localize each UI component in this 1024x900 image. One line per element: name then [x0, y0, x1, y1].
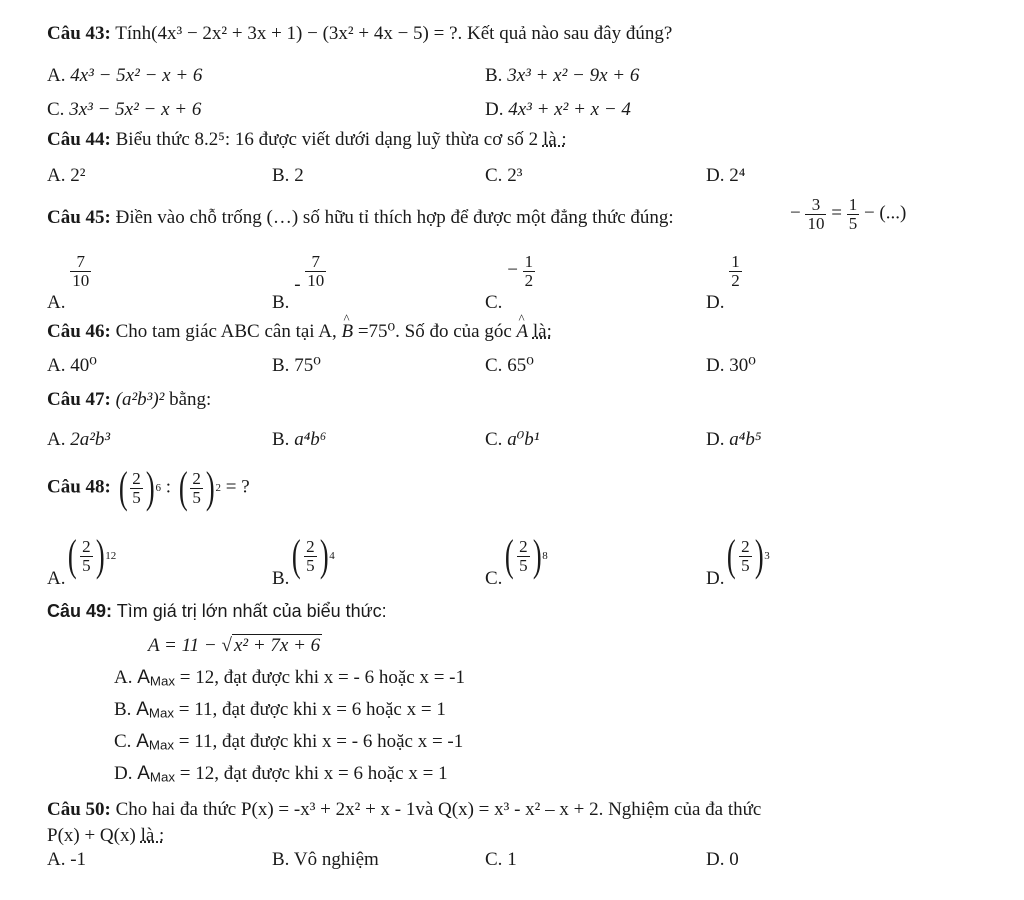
option-value: 4x³ + x² + x − 4: [508, 99, 631, 120]
option-letter: B.: [272, 165, 290, 186]
option-value: 40⁰: [70, 355, 97, 376]
question-43-text: Tính: [110, 23, 152, 44]
question-47-label: Câu 47:: [47, 389, 111, 410]
option-fraction: [70, 253, 91, 290]
option-power: ( $\frac{2}{5}$ ) 12: [68, 531, 117, 580]
question-43-tail: . Kết quả nào sau đây đúng?: [457, 23, 673, 44]
q43-option-b[interactable]: [485, 66, 639, 85]
option-value: a⁰b¹: [507, 429, 540, 450]
frac-num: 7: [76, 252, 85, 271]
q48-base-1: [130, 470, 143, 507]
q43-option-a[interactable]: [47, 66, 202, 85]
question-50-underlined: là :: [140, 825, 165, 846]
option-rest: = 12, đạt được khi x = 6 hoặc x = 1: [175, 763, 448, 784]
option-sub: Max: [149, 769, 176, 785]
expr-lhs: A = 11 −: [148, 635, 222, 656]
option-sign: -: [294, 273, 301, 295]
question-45-label: Câu 45:: [47, 207, 111, 228]
q48-tail: = ?: [225, 476, 250, 498]
question-46-text: Cho tam giác ABC cân tại A,: [110, 321, 342, 342]
question-50-line2-text: P(x) + Q(x): [47, 825, 141, 846]
eq-fraction-2-num: 1: [848, 195, 858, 214]
option-value: 3x³ − 5x² − x + 6: [69, 99, 202, 120]
option-rest: = 11, đạt được khi x = 6 hoặc x = 1: [174, 699, 446, 720]
frac-num: 2: [82, 536, 91, 556]
frac-num: 2: [519, 536, 528, 556]
option-base: [739, 538, 752, 575]
option-fraction: [729, 253, 742, 290]
frac-num: 2: [741, 536, 750, 556]
frac-num: 2: [306, 536, 315, 556]
question-46: [47, 322, 552, 341]
option-rest: = 12, đạt được khi x = - 6 hoặc x = -1: [175, 667, 465, 688]
question-43-label: Câu 43:: [47, 23, 111, 44]
question-47-text: bằng:: [164, 389, 212, 410]
option-value: 0: [729, 849, 739, 870]
option-value: A: [137, 667, 150, 688]
q44-option-c[interactable]: [485, 166, 522, 185]
question-44: [47, 130, 567, 149]
question-50: [47, 800, 761, 819]
frac-num: 2: [192, 468, 201, 488]
eq-fraction-2: [847, 196, 860, 233]
question-45-equation: [790, 196, 906, 233]
q47-option-b[interactable]: [272, 430, 326, 449]
question-44-text: Biểu thức 8.2⁵: 16 được viết dưới dạng luỹ thừa cơ số 2: [110, 129, 539, 150]
question-50-line-2: [47, 826, 164, 845]
option-power: ( $\frac{2}{5}$ ) 3: [727, 531, 770, 580]
question-47-expr: (a²b³)²: [115, 389, 165, 410]
option-letter: D.: [706, 291, 725, 313]
frac-den: 10: [307, 270, 325, 290]
option-value: a⁴b⁶: [294, 429, 327, 450]
option-fraction: [523, 253, 536, 290]
option-value: -1: [70, 849, 87, 870]
option-value: 75⁰: [294, 355, 321, 376]
option-letter: D.: [706, 849, 725, 870]
question-43: [47, 24, 672, 43]
question-43-expr: (4x³ − 2x² + 3x + 1) − (3x² + 4x − 5) = ?: [151, 23, 458, 44]
option-value: A: [137, 763, 150, 784]
question-49-text: Tìm giá trị lớn nhất của biểu thức:: [112, 601, 387, 621]
option-base: [517, 538, 530, 575]
eq-fraction-1-num: 3: [811, 195, 821, 214]
option-letter: D.: [114, 763, 133, 784]
frac-den: 2: [731, 270, 740, 290]
q49-option-a[interactable]: [114, 668, 465, 687]
q47-option-a[interactable]: [47, 430, 110, 449]
option-value: 4x³ − 5x² − x + 6: [70, 65, 203, 86]
option-letter: A.: [47, 568, 66, 590]
expr-sqrt: √ x² + 7x + 6: [221, 635, 321, 656]
question-45-text: Điền vào chỗ trống (…) số hữu tỉ thích hợp để được một đẳng thức đúng:: [110, 207, 674, 228]
q48-operator: :: [165, 476, 171, 498]
option-base: [80, 538, 93, 575]
frac-num: 1: [731, 252, 740, 271]
question-45: [47, 208, 674, 227]
q49-option-c[interactable]: [114, 732, 463, 751]
q45-option-d[interactable]: [706, 252, 742, 313]
option-rest: = 11, đạt được khi x = - 6 hoặc x = -1: [174, 731, 464, 752]
q48-power-2: ( $\frac{2}{5}$ ) 2: [178, 463, 222, 512]
frac-den: 5: [741, 555, 750, 575]
question-46-underlined: là:: [532, 321, 552, 342]
option-letter: D.: [706, 165, 725, 186]
option-letter: B.: [114, 699, 132, 720]
question-49-expression: [148, 636, 322, 655]
eq-minus: −: [790, 202, 801, 224]
option-value: 30⁰: [729, 355, 756, 376]
q48-option-a[interactable]: [47, 531, 117, 590]
option-sub: Max: [149, 673, 176, 689]
option-letter: B.: [272, 568, 290, 590]
option-letter: D.: [485, 99, 504, 120]
question-49-label: Câu 49:: [47, 601, 113, 621]
q49-option-b[interactable]: [114, 700, 446, 719]
frac-den: 5: [82, 555, 91, 575]
q44-option-d[interactable]: [706, 166, 745, 185]
option-power: ( $\frac{2}{5}$ ) 4: [292, 531, 335, 580]
eq-fraction-1: [805, 196, 826, 233]
q46-option-a[interactable]: [47, 356, 97, 375]
q45-option-a[interactable]: [47, 252, 91, 313]
option-value: 2³: [507, 165, 523, 186]
q49-option-d[interactable]: [114, 764, 448, 783]
q50-option-c[interactable]: [485, 850, 517, 869]
frac-den: 5: [306, 555, 315, 575]
option-base: [304, 538, 317, 575]
option-sign: −: [507, 259, 518, 281]
q45-option-c[interactable]: [485, 252, 535, 313]
option-value: 2⁴: [729, 165, 746, 186]
eq-fraction-1-den: 10: [807, 213, 825, 233]
frac-num: 2: [132, 468, 141, 488]
option-value: 1: [507, 849, 517, 870]
option-letter: A.: [47, 291, 66, 313]
option-value: A: [136, 731, 149, 752]
frac-den: 5: [519, 555, 528, 575]
option-letter: B.: [272, 429, 290, 450]
option-value: 2²: [70, 165, 86, 186]
angle-b-symbol: ^ B: [341, 322, 353, 341]
option-fraction: [305, 253, 326, 290]
frac-den: 5: [192, 487, 201, 507]
option-letter: C.: [485, 291, 503, 313]
option-letter: D.: [706, 429, 725, 450]
q43-option-c[interactable]: [47, 100, 201, 119]
option-letter: D.: [706, 355, 725, 376]
option-letter: A.: [47, 849, 66, 870]
q47-option-d[interactable]: [706, 430, 761, 449]
option-sub: Max: [148, 737, 174, 753]
eq-fraction-2-den: 5: [848, 213, 858, 233]
option-value: A: [136, 699, 149, 720]
question-50-label: Câu 50:: [47, 799, 111, 820]
option-letter: C.: [114, 731, 132, 752]
option-power: ( $\frac{2}{5}$ ) 8: [505, 531, 548, 580]
option-value: Vô nghiệm: [293, 849, 379, 870]
q45-option-b[interactable]: [272, 252, 326, 313]
frac-den: 2: [524, 270, 534, 290]
q48-base-2: [190, 470, 203, 507]
q44-option-a[interactable]: [47, 166, 85, 185]
option-letter: A.: [47, 429, 66, 450]
question-47: [47, 390, 211, 409]
q43-option-d[interactable]: [485, 100, 631, 119]
option-letter: A.: [47, 65, 66, 86]
q48-option-c[interactable]: [485, 531, 548, 590]
option-letter: C.: [485, 568, 503, 590]
q50-option-d[interactable]: [706, 850, 739, 869]
question-44-label: Câu 44:: [47, 129, 111, 150]
question-50-text: Cho hai đa thức P(x) = -x³ + 2x² + x - 1và Q(x) = x³ - x² – x + 2. Nghiệm của đa thức: [110, 799, 762, 820]
option-letter: A.: [114, 667, 133, 688]
question-44-underlined: là :: [542, 129, 567, 150]
option-letter: A.: [47, 355, 66, 376]
q46-option-d[interactable]: [706, 356, 756, 375]
option-value: 2a²b³: [70, 429, 111, 450]
q47-option-c[interactable]: [485, 430, 540, 449]
option-value: 65⁰: [507, 355, 534, 376]
option-value: 3x³ + x² − 9x + 6: [507, 65, 640, 86]
option-letter: B.: [272, 355, 290, 376]
option-letter: C.: [47, 99, 65, 120]
question-46-label: Câu 46:: [47, 321, 111, 342]
expr-radicand: x² + 7x + 6: [233, 635, 321, 656]
frac-den: 5: [132, 487, 141, 507]
option-letter: B.: [485, 65, 503, 86]
q46-option-c[interactable]: [485, 356, 534, 375]
eq-equals: =: [831, 202, 842, 224]
option-letter: D.: [706, 568, 725, 590]
frac-den: 10: [72, 270, 90, 290]
q48-power-1: ( $\frac{2}{5}$ ) 6: [118, 463, 161, 512]
question-48-label: Câu 48:: [47, 476, 111, 498]
option-letter: C.: [485, 165, 503, 186]
question-49: [47, 602, 387, 620]
q44-option-b[interactable]: [272, 166, 304, 185]
angle-a-symbol: ^ A: [517, 322, 529, 341]
frac-num: 7: [311, 252, 321, 271]
q48-option-b[interactable]: [272, 531, 335, 590]
question-48: [47, 463, 250, 512]
option-letter: B.: [272, 291, 290, 313]
option-letter: C.: [485, 429, 503, 450]
option-value: 2: [294, 165, 304, 186]
eq-tail: − (...): [863, 202, 907, 224]
frac-num: 1: [524, 252, 534, 271]
option-letter: C.: [485, 355, 503, 376]
q50-option-b[interactable]: [272, 850, 379, 869]
option-value: a⁴b⁵: [729, 429, 762, 450]
option-letter: B.: [272, 849, 290, 870]
q48-option-d[interactable]: [706, 531, 770, 590]
option-sub: Max: [148, 705, 174, 721]
option-letter: A.: [47, 165, 66, 186]
q46-option-b[interactable]: [272, 356, 321, 375]
q50-option-a[interactable]: [47, 850, 86, 869]
option-letter: C.: [485, 849, 503, 870]
question-46-text-2: =75⁰. Số đo của góc: [353, 321, 517, 342]
